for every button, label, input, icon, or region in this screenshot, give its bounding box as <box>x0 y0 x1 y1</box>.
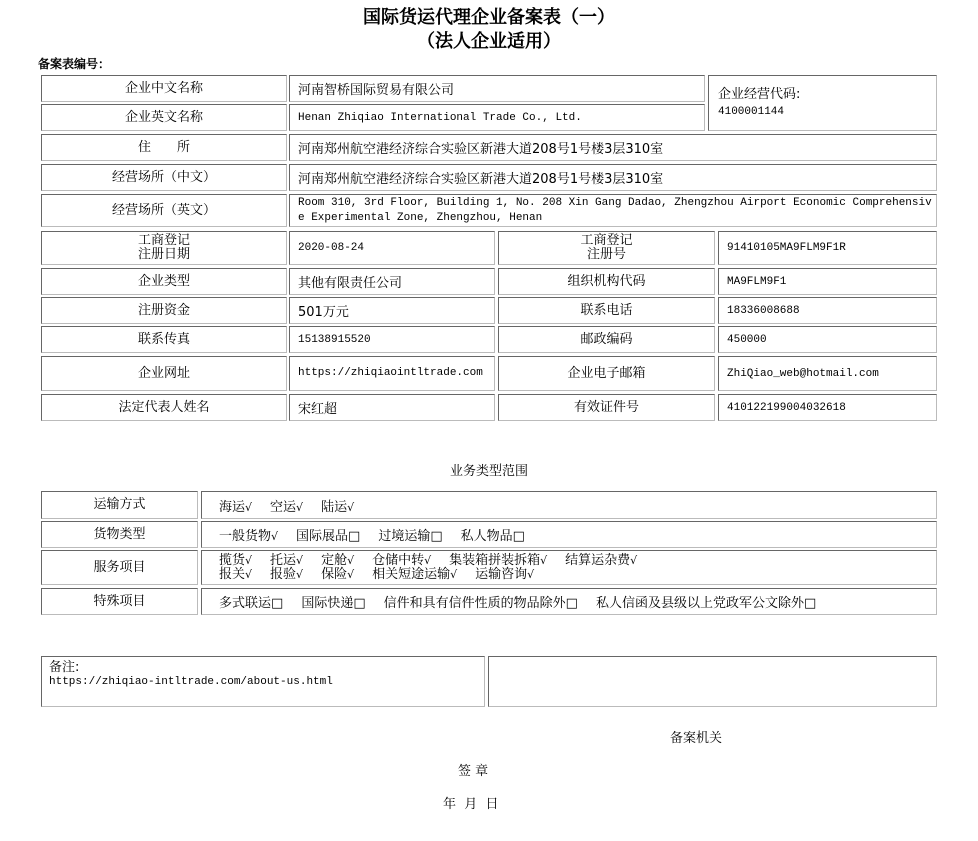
date-label: 年 月 日 <box>443 797 499 812</box>
scope-item-canvassing: 揽货√ <box>219 552 253 568</box>
notes-right-box <box>488 656 937 707</box>
cn-name-value: 河南智桥国际贸易有限公司 <box>289 75 705 102</box>
scope-item-booking: 定舱√ <box>321 552 355 568</box>
scope-item-land: 陆运√ <box>321 499 355 515</box>
org-code-value: MA9FLM9F1 <box>718 268 937 295</box>
cargo-type-items <box>201 521 937 548</box>
scope-item-container: 集装箱拼装拆箱√ <box>449 552 548 568</box>
scope-item-transit: 过境运输□ <box>378 529 443 544</box>
special-items-label: 特殊项目 <box>41 588 198 615</box>
checkbox-empty-icon: □ <box>803 596 817 611</box>
email-label: 企业电子邮箱 <box>498 356 715 391</box>
page-title: 国际货运代理企业备案表（一） <box>363 7 615 28</box>
fax-value: 15138915520 <box>289 326 495 353</box>
reg-number-label-line2: 注册号 <box>586 247 626 262</box>
filing-authority: 备案机关 <box>670 731 723 746</box>
check-icon: √ <box>450 567 458 581</box>
scope-item-official-docs-excluded: 私人信函及县级以上党政军公文除外□ <box>595 596 817 611</box>
reg-date-label <box>41 231 287 265</box>
checkbox-empty-icon: □ <box>353 596 366 611</box>
seal-label: 签 章 <box>458 764 489 779</box>
check-icon: √ <box>271 530 279 543</box>
record-number-label: 备案表编号： <box>38 57 111 71</box>
transport-mode-label: 运输方式 <box>41 491 198 519</box>
website-value: https://zhiqiaointltrade.com <box>289 356 495 391</box>
en-name-label: 企业英文名称 <box>41 104 287 131</box>
scope-item-insurance: 保险√ <box>321 566 355 582</box>
checkbox-empty-icon: □ <box>348 529 361 544</box>
domicile-label: 住 所 <box>41 134 287 161</box>
email-value: ZhiQiao_web@hotmail.com <box>718 356 937 391</box>
website-label: 企业网址 <box>41 356 287 391</box>
check-icon: √ <box>630 553 638 567</box>
id-number-value: 410122199004032618 <box>718 394 937 421</box>
reg-date-value: 2020-08-24 <box>289 231 495 265</box>
check-icon: √ <box>296 553 304 567</box>
page-subtitle: （法人企业适用） <box>417 31 561 52</box>
en-name-value: Henan Zhiqiao International Trade Co., Ltd. <box>289 104 705 131</box>
company-type-label: 企业类型 <box>41 268 287 295</box>
reg-capital-label: 注册资金 <box>41 297 287 324</box>
check-icon: √ <box>296 500 304 514</box>
scope-item-sea: 海运√ <box>219 499 253 515</box>
check-icon: √ <box>424 553 432 567</box>
scope-item-short-haul: 相关短途运输√ <box>372 566 458 582</box>
domicile-value: 河南郑州航空港经济综合实验区新港大道208号1号楼3层310室 <box>289 134 937 161</box>
premises-en-label: 经营场所（英文） <box>41 194 287 227</box>
business-code-value: 4100001144 <box>718 106 785 118</box>
check-icon: √ <box>347 500 355 514</box>
check-icon: √ <box>245 567 253 581</box>
postcode-label: 邮政编码 <box>498 326 715 353</box>
check-icon: √ <box>245 500 253 514</box>
check-icon: √ <box>296 567 304 581</box>
notes-label: 备注: <box>49 660 80 675</box>
reg-number-value: 91410105MA9FLM9F1R <box>718 231 937 265</box>
premises-cn-value: 河南郑州航空港经济综合实验区新港大道208号1号楼3层310室 <box>289 164 937 191</box>
checkbox-empty-icon: □ <box>430 529 443 544</box>
reg-number-label-line1: 工商登记 <box>580 233 633 248</box>
scope-item-consulting: 运输咨询√ <box>475 566 535 582</box>
phone-label: 联系电话 <box>498 297 715 324</box>
check-icon: √ <box>540 553 548 567</box>
services-line-1 <box>219 554 655 568</box>
checkbox-empty-icon: □ <box>512 529 525 544</box>
scope-item-settlement: 结算运杂费√ <box>565 552 638 568</box>
cargo-type-label: 货物类型 <box>41 521 198 548</box>
scope-item-air: 空运√ <box>270 499 304 515</box>
scope-item-customs: 报关√ <box>219 566 253 582</box>
scope-item-warehousing: 仓储中转√ <box>372 552 432 568</box>
checkbox-empty-icon: □ <box>565 596 578 611</box>
transport-mode-items <box>201 491 937 519</box>
phone-value: 18336008688 <box>718 297 937 324</box>
fax-label: 联系传真 <box>41 326 287 353</box>
business-code-label: 企业经营代码: <box>718 87 801 102</box>
reg-number-label <box>498 231 715 265</box>
check-icon: √ <box>245 553 253 567</box>
check-icon: √ <box>527 567 535 581</box>
scope-item-inspection: 报验√ <box>270 566 304 582</box>
postcode-value: 450000 <box>718 326 937 353</box>
legal-rep-value: 宋红超 <box>289 394 495 421</box>
services-label: 服务项目 <box>41 550 198 585</box>
org-code-label: 组织机构代码 <box>498 268 715 295</box>
scope-item-consignment: 托运√ <box>270 552 304 568</box>
scope-item-letters-excluded: 信件和具有信件性质的物品除外□ <box>383 596 578 611</box>
services-items <box>201 550 937 585</box>
scope-item-general-cargo: 一般货物√ <box>219 529 279 544</box>
reg-date-label-line1: 工商登记 <box>137 233 190 248</box>
premises-cn-label: 经营场所（中文） <box>41 164 287 191</box>
legal-rep-label: 法定代表人姓名 <box>41 394 287 421</box>
scope-item-exhibits: 国际展品□ <box>296 529 361 544</box>
scope-item-personal-goods: 私人物品□ <box>460 529 525 544</box>
scope-title: 业务类型范围 <box>449 464 528 479</box>
scope-item-multimodal: 多式联运□ <box>219 596 284 611</box>
services-line-2 <box>219 568 552 582</box>
premises-en-value: Room 310, 3rd Floor, Building 1, No. 208 Xin Gang Dadao, Zhengzhou Airport Economic Comprehensive Experimental Zone, Zhengzhou, Henan <box>289 194 937 227</box>
special-items <box>201 588 937 615</box>
reg-date-label-line2: 注册日期 <box>137 247 190 262</box>
id-number-label: 有效证件号 <box>498 394 715 421</box>
company-type-value: 其他有限责任公司 <box>289 268 495 295</box>
scope-item-express: 国际快递□ <box>301 596 366 611</box>
business-code-cell <box>708 75 937 131</box>
notes-text: https://zhiqiao-intltrade.com/about-us.html <box>49 676 333 688</box>
check-icon: √ <box>347 553 355 567</box>
notes-cell <box>41 656 485 707</box>
checkbox-empty-icon: □ <box>271 596 284 611</box>
cn-name-label: 企业中文名称 <box>41 75 287 102</box>
reg-capital-value: 501万元 <box>289 297 495 324</box>
check-icon: √ <box>347 567 355 581</box>
